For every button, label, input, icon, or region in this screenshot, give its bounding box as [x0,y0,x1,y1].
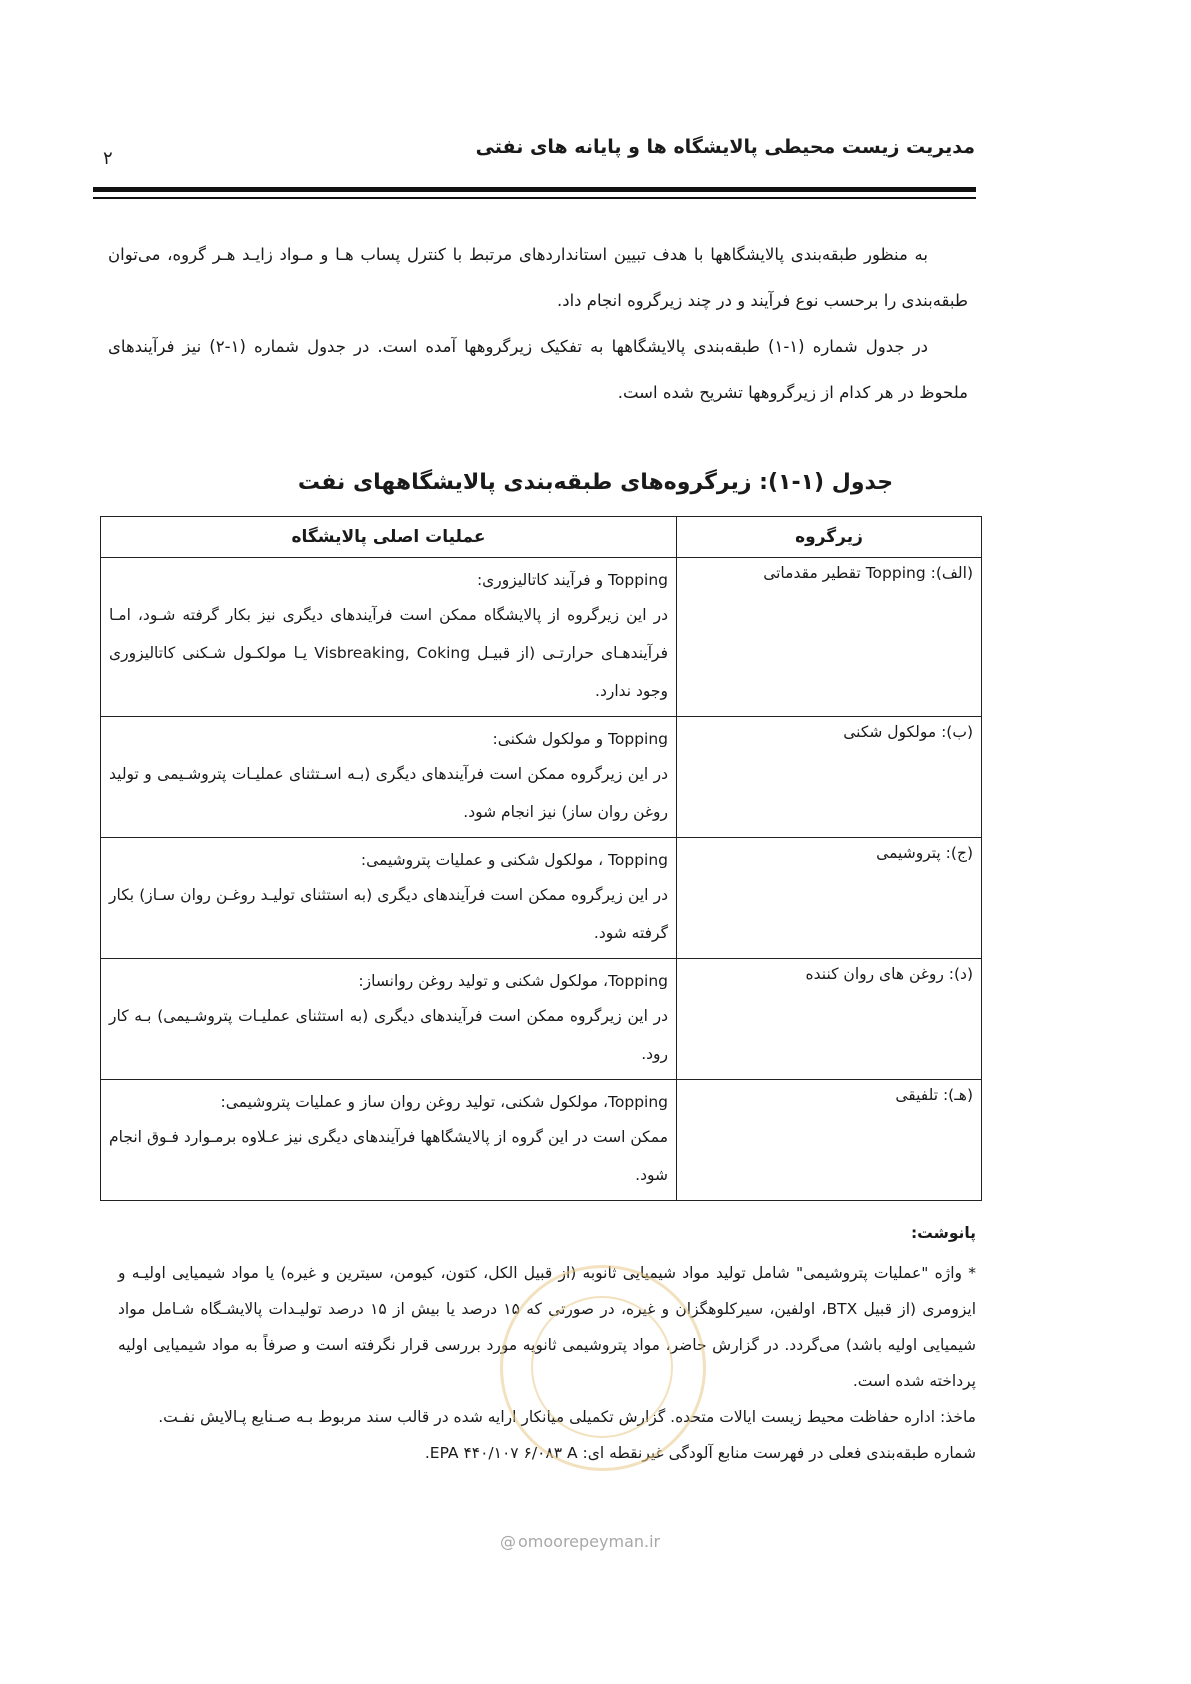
table-row [101,959,982,1080]
table-row [101,1080,982,1201]
table-title: جدول (۱-۱): زیرگروه‌های طبقه‌بندی پالایشگاههای نفت [297,470,894,495]
operations-cell [101,1080,677,1201]
watermark-inner-ring [531,1296,673,1438]
operations-heading: Topping، مولکول شکنی و تولید روغن روانساز: [358,972,668,990]
operations-text: در این زیرگروه ممکن است فرآیندهای دیگری (بـه اسـتثنای عملیـات پتروشـیمی و تولید روغن روان ساز) نیز انجام شود. [109,765,668,821]
footnote-note: * واژه "عملیات پتروشیمی" شامل تولید مواد شیمیایی ثانوبه (از قبیل الکل، کتون، کیومن، سیترین و غیره) یا مواد شیمیایی اولیـه و ایزومری (از قبیل BTX، اولفین، سیرکلوهگزان و غیره، در صورتی که ۱۵ درصد یا بیش از ۱۵ درصد تولیـدات پالایشـگاه شـامل مواد شیمیایی اولیه باشد) می‌گردد. در گزارش حاضر، مواد پتروشیمی ثانویه مورد بررسی قرار نگرفته است و صرفاً به مواد شیمیایی اولیه پرداخته شده است. [118,1264,977,1390]
subgroup-cell: (هـ): تلفیقی [677,1080,982,1201]
footnotes-title: پانوشت: [910,1224,976,1242]
paragraph: در جدول شماره (۱-۱) طبقه‌بندی پالایشگاهها به تفکیک زیرگروهها آمده است. در جدول شماره (۱-۲) نیز فرآیندهای ملحوظ در هر کدام از زیرگروهها تشریح شده است. [108,337,968,402]
table-header-row [101,517,982,558]
header-operations: عملیات اصلی پالایشگاه [101,517,677,558]
operations-cell [101,959,677,1080]
operations-text: در این زیرگروه ممکن است فرآیندهای دیگری (به استثنای عملیـات پتروشـیمی) بـه کار رود. [109,1007,668,1063]
subgroup-cell: (د): روغن های روان کننده [677,959,982,1080]
operations-cell [101,558,677,717]
classification-note: شماره طبقه‌بندی فعلی در فهرست منابع آلودگی غیرنقطه ای: EPA ۴۴۰/۱۰۷ ۶/۰۸۳ A. [424,1444,976,1462]
site-name: omoorepeyman.ir [518,1532,661,1551]
subgroup-cell: (ج): پتروشیمی [677,838,982,959]
operations-heading: Topping ، مولکول شکنی و عملیات پتروشیمی: [360,851,668,869]
operations-text: ممکن است در این گروه از پالایشگاهها فرآیندهای دیگری نیز عـلاوه برمـوارد فـوق انجام شود. [109,1128,668,1184]
header-rule-thick [93,187,976,192]
source-note: ماخذ: اداره حفاظت محیط زیست ایالات متحده. گزارش تکمیلی میانکار ارایه شده در قالب سند مربوط بـه صـنایع پـالایش نفـت. [158,1408,976,1426]
operations-heading: Topping و فرآیند کاتالیزوری: [476,571,668,589]
subgroup-cell: (الف): Topping تقطیر مقدماتی [677,558,982,717]
site-credit [500,1532,660,1551]
subgroup-cell: (ب): مولکول شکنی [677,717,982,838]
running-title: مدیریت زیست محیطی پالایشگاه ها و پایانه های نفتی [475,136,975,158]
operations-text: در این زیرگروه از پالایشگاه ممکن است فرآیندهای دیگری نیز بکار گرفته شـود، امـا فرآیندهـای حرارتـی (از قبیـل Visbreaking, Coking یـا مولکـول شـکنی کاتالیزوری وجود ندارد. [109,606,668,700]
table-row [101,558,982,717]
table-row [101,838,982,959]
watermark-seal-icon [500,1265,706,1471]
operations-text: در این زیرگروه ممکن است فرآیندهای دیگری (به استثنای تولیـد روغـن روان سـاز) بکار گرفته شود. [109,886,668,942]
page-number: ۲ [103,148,113,169]
header-rule-thin [93,197,976,199]
table-row [101,717,982,838]
body-text [108,232,968,416]
at-icon: @ [500,1532,516,1551]
operations-cell [101,717,677,838]
classification-table [100,516,982,1201]
header-subgroup: زیرگروه [677,517,982,558]
operations-cell [101,838,677,959]
operations-heading: Topping، مولکول شکنی، تولید روغن روان ساز و عملیات پتروشیمی: [220,1093,668,1111]
paragraph: به منظور طبقه‌بندی پالایشگاهها با هدف تبیین استانداردهای مرتبط با کنترل پساب هـا و مـواد زایـد هـر گروه، می‌توان طبقه‌بندی را برحسب نوع فرآیند و در چند زیرگروه انجام داد. [108,245,968,310]
operations-heading: Topping و مولکول شکنی: [492,730,668,748]
